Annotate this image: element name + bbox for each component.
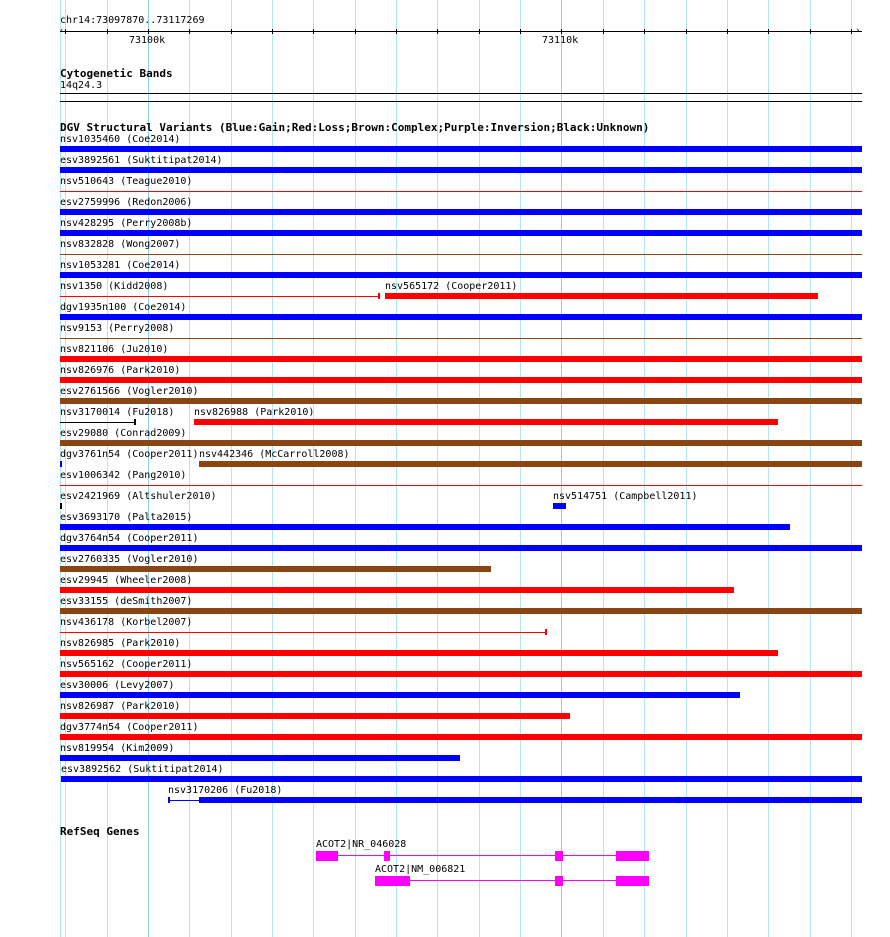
variant-label: nsv565162 (Cooper2011) [60, 659, 193, 670]
ruler-tick [810, 29, 811, 34]
variant-label: nsv826985 (Park2010) [60, 638, 181, 649]
variant-bar[interactable] [60, 272, 862, 278]
dgv-track-title: DGV Structural Variants (Blue:Gain;Red:Loss;Brown:Complex;Purple:Inversion;Black:Unknown) [60, 121, 650, 134]
variant-bar[interactable] [61, 776, 862, 782]
variant-bar[interactable] [60, 545, 862, 551]
variant-bar[interactable] [60, 314, 862, 320]
variant-label: nsv1053281 (Coe2014) [60, 260, 181, 271]
variant-bar[interactable] [60, 377, 862, 383]
variant-label: esv29080 (Conrad2009) [60, 428, 187, 439]
variant-label: nsv826988 (Park2010) [194, 407, 315, 418]
variant-bar[interactable] [60, 356, 862, 362]
variant-label: dgv3761n54 (Cooper2011) [60, 449, 199, 460]
gene-label: ACOT2|NR_046028 [316, 839, 407, 850]
gene-intron-line [375, 880, 649, 881]
variant-label: dgv3774n54 (Cooper2011) [60, 722, 199, 733]
ruler-location: chr14:73097870..73117269 [60, 15, 205, 26]
variant-bar[interactable] [60, 608, 862, 614]
ruler-tick [603, 29, 604, 34]
variant-label: nsv565172 (Cooper2011) [385, 281, 518, 292]
variant-bar[interactable] [60, 191, 862, 192]
cytobands-title: Cytogenetic Bands [60, 67, 173, 80]
gene-exon[interactable] [384, 851, 390, 861]
refseq-track-title: RefSeq Genes [60, 825, 140, 838]
ruler-tick [437, 29, 438, 34]
variant-end-tick [378, 293, 380, 299]
scroll-right-arrow-icon[interactable]: › [855, 26, 861, 36]
variant-bar[interactable] [60, 671, 862, 677]
variant-label: esv2760335 (Vogler2010) [60, 554, 199, 565]
ruler-tick [396, 29, 397, 34]
variant-bar[interactable] [199, 797, 862, 803]
ruler-tick [561, 29, 562, 34]
variant-label: nsv821106 (Ju2010) [60, 344, 169, 355]
variant-label: dgv3764n54 (Cooper2011) [60, 533, 199, 544]
ruler-tick [479, 29, 480, 34]
variant-label: esv3892561 (Suktitipat2014) [60, 155, 223, 166]
ruler-tick [520, 29, 521, 34]
ruler-axis [60, 31, 862, 32]
variant-bar[interactable] [60, 461, 62, 467]
ruler-tick [727, 29, 728, 34]
variant-label: nsv1035460 (Coe2014) [60, 134, 181, 145]
variant-label: esv29945 (Wheeler2008) [60, 575, 193, 586]
grid-line [189, 0, 190, 937]
ruler-tick [272, 29, 273, 34]
variant-label: nsv428295 (Perry2008b) [60, 218, 193, 229]
variant-label: nsv826976 (Park2010) [60, 365, 181, 376]
variant-bar[interactable] [60, 566, 491, 572]
ruler-tick [686, 29, 687, 34]
ruler-tick [313, 29, 314, 34]
variant-start-tick [168, 797, 170, 803]
variant-label: nsv436178 (Korbel2007) [60, 617, 193, 628]
variant-label: nsv9153 (Perry2008) [60, 323, 175, 334]
variant-bar[interactable] [60, 422, 135, 423]
ruler-tick [189, 29, 190, 34]
variant-label: esv30006 (Levy2007) [60, 680, 175, 691]
variant-end-tick [134, 419, 136, 425]
variant-bar[interactable] [60, 632, 546, 633]
gene-intron-line [316, 855, 649, 856]
variant-bar[interactable] [199, 461, 862, 467]
variant-label: esv3693170 (Palta2015) [60, 512, 193, 523]
variant-bar[interactable] [385, 293, 818, 299]
variant-bar[interactable] [60, 692, 740, 698]
variant-label: nsv3170206 (Fu2018) [168, 785, 283, 796]
ruler-tick [231, 29, 232, 34]
ruler-tick [644, 29, 645, 34]
gene-exon[interactable] [555, 876, 563, 886]
variant-bar[interactable] [60, 587, 734, 593]
ruler-tick [65, 29, 66, 34]
variant-bar[interactable] [60, 230, 862, 236]
variant-bar[interactable] [60, 524, 790, 530]
gene-exon[interactable] [616, 851, 649, 861]
ruler-tick [851, 29, 852, 34]
variant-label: esv1006342 (Pang2010) [60, 470, 187, 481]
variant-label: nsv826987 (Park2010) [60, 701, 181, 712]
variant-label: nsv819954 (Kim2009) [60, 743, 175, 754]
variant-bar[interactable] [60, 209, 862, 215]
variant-label: dgv1935n100 (Coe2014) [60, 302, 187, 313]
variant-label: esv2421969 (Altshuler2010) [60, 491, 217, 502]
gene-exon[interactable] [316, 851, 338, 861]
variant-end-tick [545, 629, 547, 635]
variant-bar[interactable] [60, 167, 862, 173]
gene-exon[interactable] [375, 876, 410, 886]
cytoband-line-bottom [60, 101, 862, 102]
variant-bar[interactable] [60, 146, 862, 152]
variant-label: esv2759996 (Redon2006) [60, 197, 193, 208]
variant-bar-thin[interactable] [168, 800, 199, 801]
variant-bar[interactable] [60, 440, 862, 446]
variant-bar[interactable] [60, 338, 862, 339]
ruler-tick-label: 73110k [542, 35, 579, 46]
variant-bar[interactable] [60, 734, 862, 740]
cytoband-label: 14q24.3 [60, 80, 103, 91]
gene-exon[interactable] [555, 851, 563, 861]
gene-label: ACOT2|NM_006821 [375, 864, 466, 875]
variant-label: nsv3170014 (Fu2018) [60, 407, 175, 418]
variant-bar[interactable] [194, 419, 778, 425]
variant-bar[interactable] [60, 398, 862, 404]
variant-label: esv33155 (deSmith2007) [60, 596, 193, 607]
scroll-left-arrow-icon[interactable]: ‹ [59, 26, 65, 36]
variant-label: nsv1350 (Kidd2008) [60, 281, 169, 292]
gene-exon[interactable] [616, 876, 649, 886]
variant-bar[interactable] [60, 254, 862, 255]
variant-label: nsv510643 (Teague2010) [60, 176, 193, 187]
variant-bar[interactable] [60, 296, 379, 297]
ruler-tick [355, 29, 356, 34]
ruler-tick [107, 29, 108, 34]
variant-label: esv3892562 (Suktitipat2014) [61, 764, 224, 775]
ruler-tick-label: 73100k [129, 35, 166, 46]
variant-label: nsv832828 (Wong2007) [60, 239, 181, 250]
variant-bar[interactable] [60, 503, 62, 509]
variant-bar[interactable] [60, 713, 570, 719]
ruler-tick [148, 29, 149, 34]
variant-label: nsv514751 (Campbell2011) [553, 491, 698, 502]
variant-label: nsv442346 (McCarroll2008) [199, 449, 350, 460]
variant-bar[interactable] [553, 503, 566, 509]
variant-label: esv2761566 (Vogler2010) [60, 386, 199, 397]
variant-bar[interactable] [60, 650, 778, 656]
cytoband-line-top [60, 93, 862, 94]
variant-bar[interactable] [60, 485, 862, 486]
variant-bar[interactable] [60, 755, 460, 761]
ruler-tick [768, 29, 769, 34]
